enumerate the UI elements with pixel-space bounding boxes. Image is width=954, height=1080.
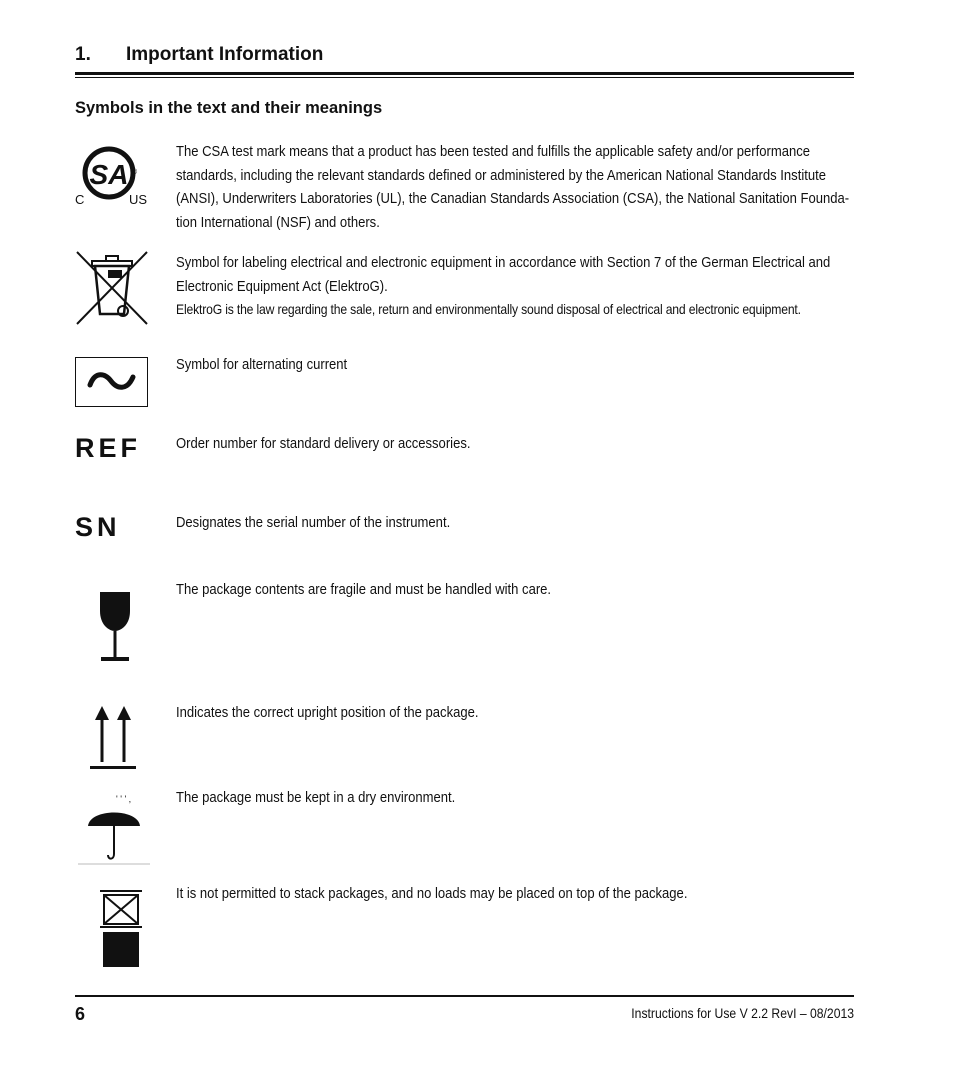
fragile-glass-icon: [97, 591, 133, 668]
header-rule-thin: [75, 77, 854, 78]
svg-text:US: US: [129, 192, 148, 207]
section-title: Important Information: [126, 44, 324, 65]
alternating-current-icon: [75, 357, 148, 412]
svg-text:SA: SA: [89, 159, 129, 190]
dry-description: The package must be kept in a dry environment.: [176, 789, 456, 806]
sn-icon: SN: [75, 512, 121, 542]
ac-description: Symbol for alternating current: [176, 356, 348, 373]
csa-mark-icon: [75, 146, 153, 213]
this-way-up-icon: [89, 704, 137, 775]
sn-description: Designates the serial number of the instrument.: [176, 514, 451, 531]
csa-description: The CSA test mark means that a product has been tested and fulfills the applicable safety and/or performance standards, including the relevant standards defined or administered by the American National Standards Institute (ANSI), Underwriters Laboratories (UL), the Canadian Standards Association (CSA), the National Sanitation Founda- tion International (NSF) and others.: [176, 143, 850, 231]
header-rule: [75, 72, 854, 75]
svg-text:®: ®: [132, 169, 138, 176]
do-not-stack-icon: [99, 889, 143, 974]
keep-dry-umbrella-icon: [78, 790, 152, 871]
stack-description: It is not permitted to stack packages, and no loads may be placed on top of the package.: [176, 885, 688, 902]
crossed-bin-icon: [75, 250, 149, 331]
ref-icon: REF: [75, 433, 141, 463]
upright-description: Indicates the correct upright position of the package.: [176, 704, 479, 721]
fragile-description: The package contents are fragile and must be handled with care.: [176, 581, 552, 598]
subheading: Symbols in the text and their meanings: [75, 99, 383, 117]
svg-text:C: C: [75, 192, 85, 207]
svg-text:' ' ' ,: ' ' ' ,: [116, 794, 132, 804]
ref-description: Order number for standard delivery or accessories.: [176, 435, 471, 452]
section-number: 1.: [75, 44, 91, 65]
document-version: Instructions for Use V 2.2 RevI – 08/2013: [631, 1005, 854, 1021]
footer-rule: [75, 995, 854, 997]
weee-description: Symbol for labeling electrical and electronic equipment in accordance with Section 7 of the German Electrical and Electronic Equipment Act (ElektroG). ElektroG is the law regarding the sale, return and environmentally sound disposal of electrical and electronic equipment.: [176, 254, 831, 317]
page-number: 6: [75, 1004, 86, 1024]
